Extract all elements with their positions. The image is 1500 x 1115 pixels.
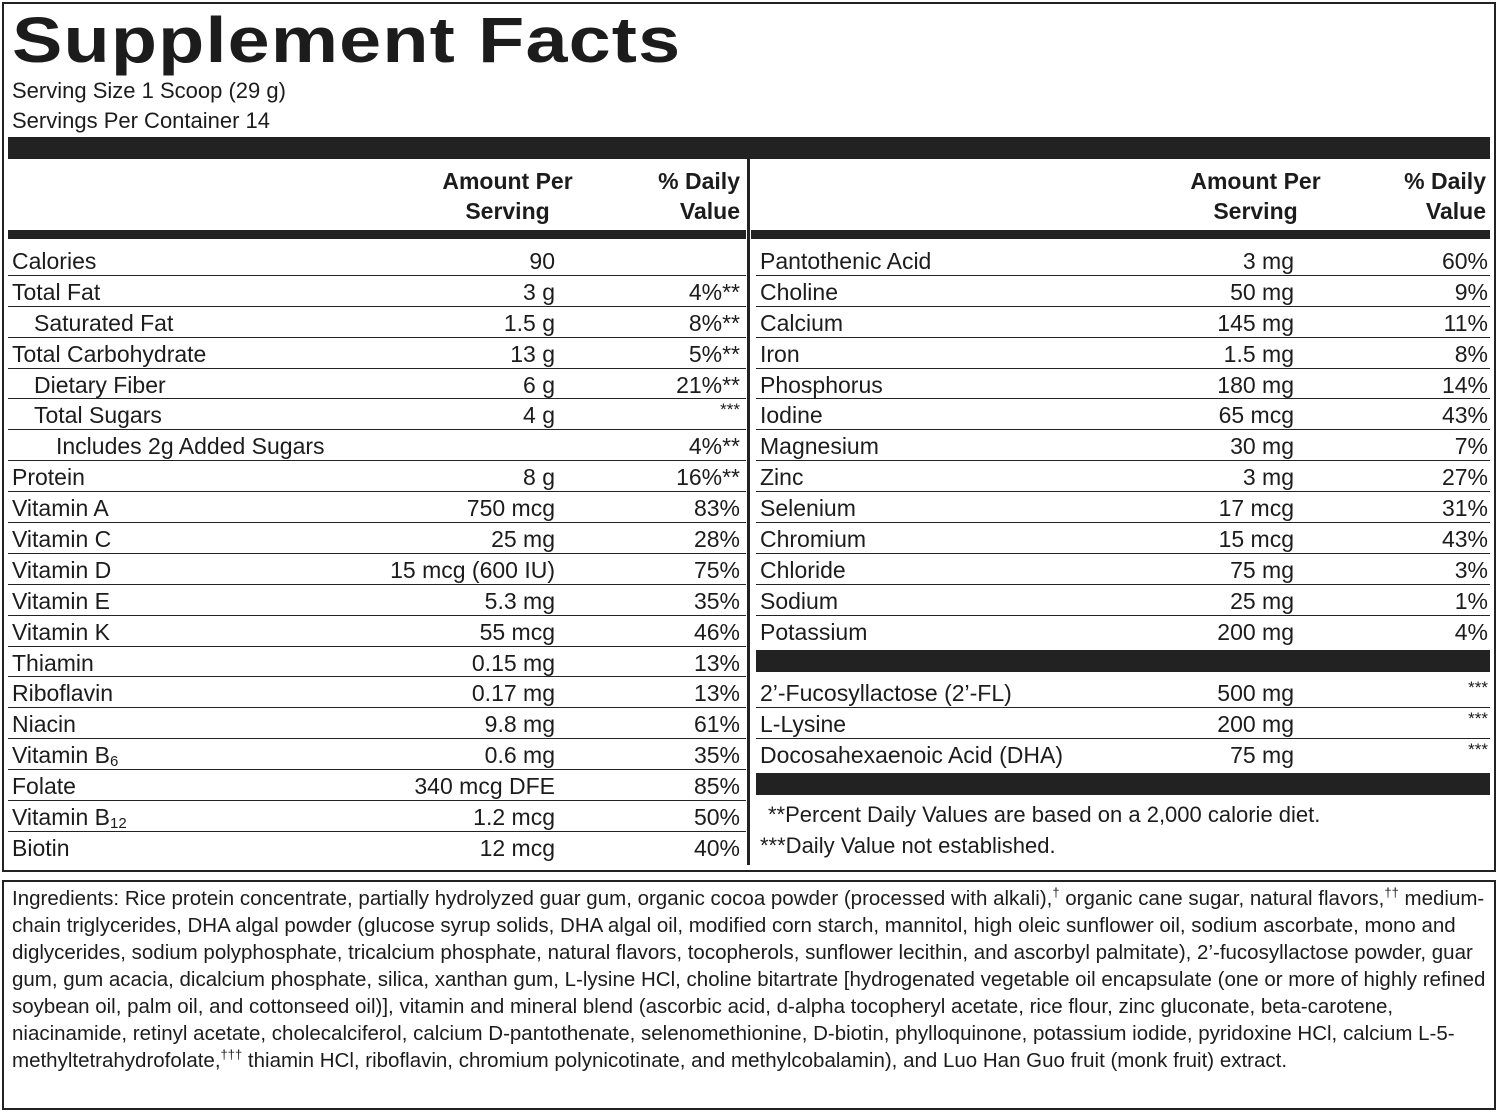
nutrient-name: Pantothenic Acid: [760, 248, 932, 274]
nutrient-daily-value: ***: [1468, 708, 1488, 728]
nutrient-name: Choline: [760, 278, 838, 305]
nutrient-name: Niacin: [12, 711, 76, 738]
nutrient-name: Saturated Fat: [34, 309, 174, 336]
nutrient-name: Selenium: [760, 495, 856, 522]
nutrient-daily-value: 28%: [693, 526, 740, 553]
nutrient-name: Chloride: [760, 556, 846, 583]
nutrient-name: Calcium: [760, 309, 844, 336]
nutrient-daily-value: 21%**: [676, 371, 740, 398]
nutrient-name: Vitamin $B_{12}$: [12, 804, 127, 833]
ingredients-text-1: Ingredients: Rice protein concentrate, partially hydrolyzed guar gum, organic cocoa powder (processed with alkali),: [12, 887, 1053, 910]
nutrient-amount: 200 mg: [1217, 618, 1294, 645]
nutrient-amount: 55 mcg: [479, 618, 555, 645]
nutrient-name: Docosahexaenoic Acid (DHA): [760, 741, 1063, 768]
nutrient-amount: 0.6 mg: [484, 742, 555, 769]
serving-size: Serving Size 1 Scoop (29 g): [12, 78, 286, 103]
nutrient-name: 2’-Fucosyllactose (2’-FL): [760, 680, 1012, 706]
nutrient-name: Folate: [12, 773, 76, 800]
nutrient-daily-value: 27%: [1441, 464, 1488, 491]
nutrient-name: Chromium: [760, 526, 867, 553]
nutrient-daily-value: 14%: [1441, 371, 1488, 398]
nutrient-name: Total Sugars: [34, 402, 162, 429]
nutrient-name: Biotin: [12, 834, 70, 861]
nutrient-row: [756, 430, 1490, 461]
nutrient-row: [756, 739, 1490, 770]
nutrient-name: Thiamin: [12, 649, 94, 676]
nutrient-amount: 75 mg: [1230, 741, 1294, 768]
nutrient-amount: 25 mg: [1230, 587, 1294, 614]
right-dv-header: % Daily Value: [1404, 168, 1486, 224]
footnote-not-established: ***Daily Value not established.: [760, 833, 1056, 858]
nutrient-amount: 1.2 mcg: [473, 804, 555, 831]
nutrient-daily-value: 35%: [693, 587, 740, 614]
nutrient-row: [8, 647, 746, 678]
nutrient-row: [756, 245, 1490, 276]
nutrient-daily-value: 4%**: [688, 278, 740, 305]
nutrient-daily-value: 50%: [693, 804, 740, 831]
other-ingredients-table: [756, 677, 1490, 770]
nutrient-name: Iron: [760, 340, 800, 367]
nutrient-row: [8, 276, 746, 307]
nutrient-name: Protein: [12, 464, 85, 491]
nutrient-row: [756, 338, 1490, 369]
nutrient-daily-value: 46%: [693, 618, 740, 645]
nutrient-daily-value: 43%: [1441, 526, 1488, 553]
nutrient-row: [8, 832, 746, 863]
nutrient-name: Sodium: [760, 587, 838, 614]
nutrient-row: [756, 276, 1490, 307]
nutrient-amount: 12 mcg: [479, 834, 555, 861]
nutrient-amount: 90: [529, 248, 555, 274]
nutrient-row: [8, 554, 746, 585]
nutrient-daily-value: 1%: [1454, 587, 1488, 614]
nutrient-name: Vitamin K: [12, 618, 111, 645]
column-divider: [747, 158, 750, 865]
nutrient-amount: 50 mg: [1230, 278, 1294, 305]
nutrient-row: [756, 492, 1490, 523]
nutrient-amount: 5.3 mg: [484, 587, 555, 614]
nutrient-amount: 75 mg: [1230, 556, 1294, 583]
nutrient-amount: 30 mg: [1230, 433, 1294, 460]
nutrient-row: [756, 399, 1490, 430]
nutrient-name: Potassium: [760, 618, 868, 645]
other-ingredients-bar: [756, 650, 1490, 672]
nutrient-name: Total Fat: [12, 278, 101, 305]
nutrient-row: [8, 492, 746, 523]
nutrient-daily-value: 60%: [1441, 248, 1488, 274]
nutrient-daily-value: ***: [1468, 739, 1488, 759]
nutrient-daily-value: 4%**: [688, 433, 740, 460]
nutrient-daily-value: ***: [720, 400, 740, 420]
nutrient-row: [756, 307, 1490, 338]
nutrient-amount: 145 mg: [1217, 309, 1294, 336]
nutrient-amount: 8 g: [523, 464, 555, 491]
nutrient-name: Vitamin E: [12, 587, 111, 614]
nutrient-daily-value: 40%: [693, 834, 740, 861]
ingredients-mark-double-dagger: ††: [1384, 885, 1399, 900]
nutrient-row: [8, 461, 746, 492]
ingredients-box: [2, 880, 1496, 1110]
nutrient-daily-value: 75%: [693, 556, 740, 583]
ingredients-mark-triple-dagger: †††: [220, 1047, 243, 1062]
ingredients-mark-dagger: †: [1052, 885, 1060, 900]
nutrient-name: Phosphorus: [760, 371, 883, 398]
nutrient-daily-value: 13%: [693, 649, 740, 676]
nutrient-amount: 25 mg: [491, 526, 555, 553]
nutrient-name: Dietary Fiber: [34, 371, 166, 398]
nutrient-amount: 15 mcg (600 IU): [390, 556, 555, 583]
nutrient-daily-value: 35%: [693, 742, 740, 769]
nutrient-row: [8, 708, 746, 739]
nutrient-daily-value: 5%**: [688, 340, 740, 367]
nutrient-daily-value: 83%: [693, 495, 740, 522]
nutrient-amount: 4 g: [523, 402, 555, 429]
top-thick-bar: [8, 137, 1490, 159]
nutrient-amount: 17 mcg: [1218, 495, 1294, 522]
nutrient-amount: 9.8 mg: [484, 711, 555, 738]
nutrient-name: Total Carbohydrate: [12, 340, 207, 367]
ingredients-text-4: thiamin HCl, riboflavin, chromium polynicotinate, and methylcobalamin), and Luo Han Guo fruit (monk fruit) extract.: [242, 1049, 1288, 1072]
nutrient-name: Vitamin D: [12, 556, 112, 583]
left-nutrient-table: [8, 245, 746, 863]
nutrient-daily-value: 61%: [693, 711, 740, 738]
nutrient-daily-value: 4%: [1454, 618, 1488, 645]
footnote-percent-dv: **Percent Daily Values are based on a 2,000 calorie diet.: [768, 802, 1321, 827]
nutrient-daily-value: 3%: [1454, 556, 1488, 583]
nutrient-name: Calories: [12, 248, 97, 274]
panel-title: Supplement Facts: [12, 4, 682, 76]
nutrient-row: [756, 461, 1490, 492]
nutrient-daily-value: ***: [1468, 678, 1488, 697]
nutrient-amount: 750 mcg: [466, 495, 555, 522]
nutrient-row: [756, 554, 1490, 585]
nutrient-row: [756, 523, 1490, 554]
left-header-bar: [8, 230, 746, 239]
nutrient-row: [8, 739, 746, 770]
left-amount-header: Amount Per Serving: [442, 168, 573, 224]
nutrient-row: [8, 369, 746, 400]
nutrient-amount: 6 g: [523, 371, 555, 398]
nutrient-daily-value: 8%: [1454, 340, 1488, 367]
nutrient-amount: 200 mg: [1217, 710, 1294, 737]
nutrient-row: [8, 616, 746, 647]
nutrient-amount: 65 mcg: [1218, 402, 1294, 429]
nutrient-daily-value: 31%: [1441, 495, 1488, 522]
nutrient-name: Riboflavin: [12, 680, 113, 707]
nutrient-name: Iodine: [760, 402, 823, 429]
ingredients-text-3: medium-chain triglycerides, DHA algal powder (glucose syrup solids, DHA algal oil, modified corn starch, mannitol, high oleic sunflower oil, sodium ascorbate, mono and diglycerides, sodium polyphosphate, tricalcium phosphate, natural flavors, tocopherols, sunflower lecithin, and ascorbyl palmitate), 2’-fucosyllactose powder, guar gum, gum acacia, dicalcium phosphate, silica, xanthan gum, L-lysine HCl, choline bitartrate [hydrogenated vegetable oil encapsulate (one or more of highly refined soybean oil, palm oil, and cottonseed oil)], vitamin and mineral blend (ascorbic acid, d-alpha tocopheryl acetate, rice flour, zinc gluconate, beta-carotene, niacinamide, retinyl acetate, cholecalciferol, calcium D-pantothenate, selenomethionine, D-biotin, phylloquinone, potassium iodide, pyridoxine HCl, calcium L-5-methyltetrahydrofolate,: [12, 887, 1486, 1072]
nutrient-row: [8, 677, 746, 708]
nutrient-amount: 180 mg: [1217, 371, 1294, 398]
nutrient-row: [8, 585, 746, 616]
nutrient-row: [756, 369, 1490, 400]
nutrient-amount: 3 g: [523, 278, 555, 305]
nutrient-amount: 1.5 mg: [1223, 340, 1294, 367]
nutrient-row: [8, 245, 746, 276]
footnote-bar: [756, 773, 1490, 795]
nutrient-name: Includes 2g Added Sugars: [56, 433, 325, 460]
servings-per-container: Servings Per Container 14: [12, 108, 271, 133]
nutrient-amount: 0.17 mg: [471, 680, 555, 707]
nutrient-daily-value: 85%: [693, 773, 740, 800]
nutrient-name: Magnesium: [760, 433, 879, 460]
nutrient-daily-value: 16%**: [676, 464, 740, 491]
nutrient-amount: 1.5 g: [503, 309, 555, 336]
nutrient-row: [8, 399, 746, 430]
nutrient-row: [8, 430, 746, 461]
left-dv-header: % Daily Value: [658, 168, 740, 224]
nutrient-row: [8, 523, 746, 554]
nutrient-daily-value: 13%: [693, 680, 740, 707]
nutrient-daily-value: 8%**: [688, 309, 740, 336]
nutrient-name: Vitamin $B_6$: [12, 742, 119, 771]
nutrient-daily-value: 9%: [1454, 278, 1488, 305]
nutrient-row: [756, 616, 1490, 647]
nutrient-amount: 340 mcg DFE: [414, 773, 555, 800]
nutrient-name: Vitamin A: [12, 495, 109, 522]
nutrient-name: L-Lysine: [760, 710, 847, 737]
nutrient-row: [8, 338, 746, 369]
nutrient-daily-value: 11%: [1443, 309, 1488, 336]
nutrient-amount: 3 mg: [1242, 464, 1294, 491]
nutrient-amount: 15 mcg: [1218, 526, 1294, 553]
nutrient-row: [756, 677, 1490, 708]
right-amount-header: Amount Per Serving: [1190, 168, 1321, 224]
nutrient-amount: 3 mg: [1242, 248, 1294, 274]
nutrient-amount: 13 g: [510, 340, 555, 367]
ingredients-text-2: organic cane sugar, natural flavors,: [1059, 887, 1385, 910]
right-nutrient-table: [756, 245, 1490, 647]
nutrient-row: [8, 801, 746, 832]
nutrient-name: Zinc: [760, 464, 804, 491]
nutrient-amount: 500 mg: [1217, 680, 1294, 706]
right-header-bar: [751, 230, 1490, 239]
nutrient-name: Vitamin C: [12, 526, 112, 553]
nutrient-row: [8, 307, 746, 338]
nutrient-amount: 0.15 mg: [471, 649, 555, 676]
nutrient-daily-value: 7%: [1454, 433, 1488, 460]
nutrient-row: [756, 708, 1490, 739]
nutrient-row: [8, 770, 746, 801]
nutrient-daily-value: 43%: [1441, 402, 1488, 429]
nutrient-row: [756, 585, 1490, 616]
